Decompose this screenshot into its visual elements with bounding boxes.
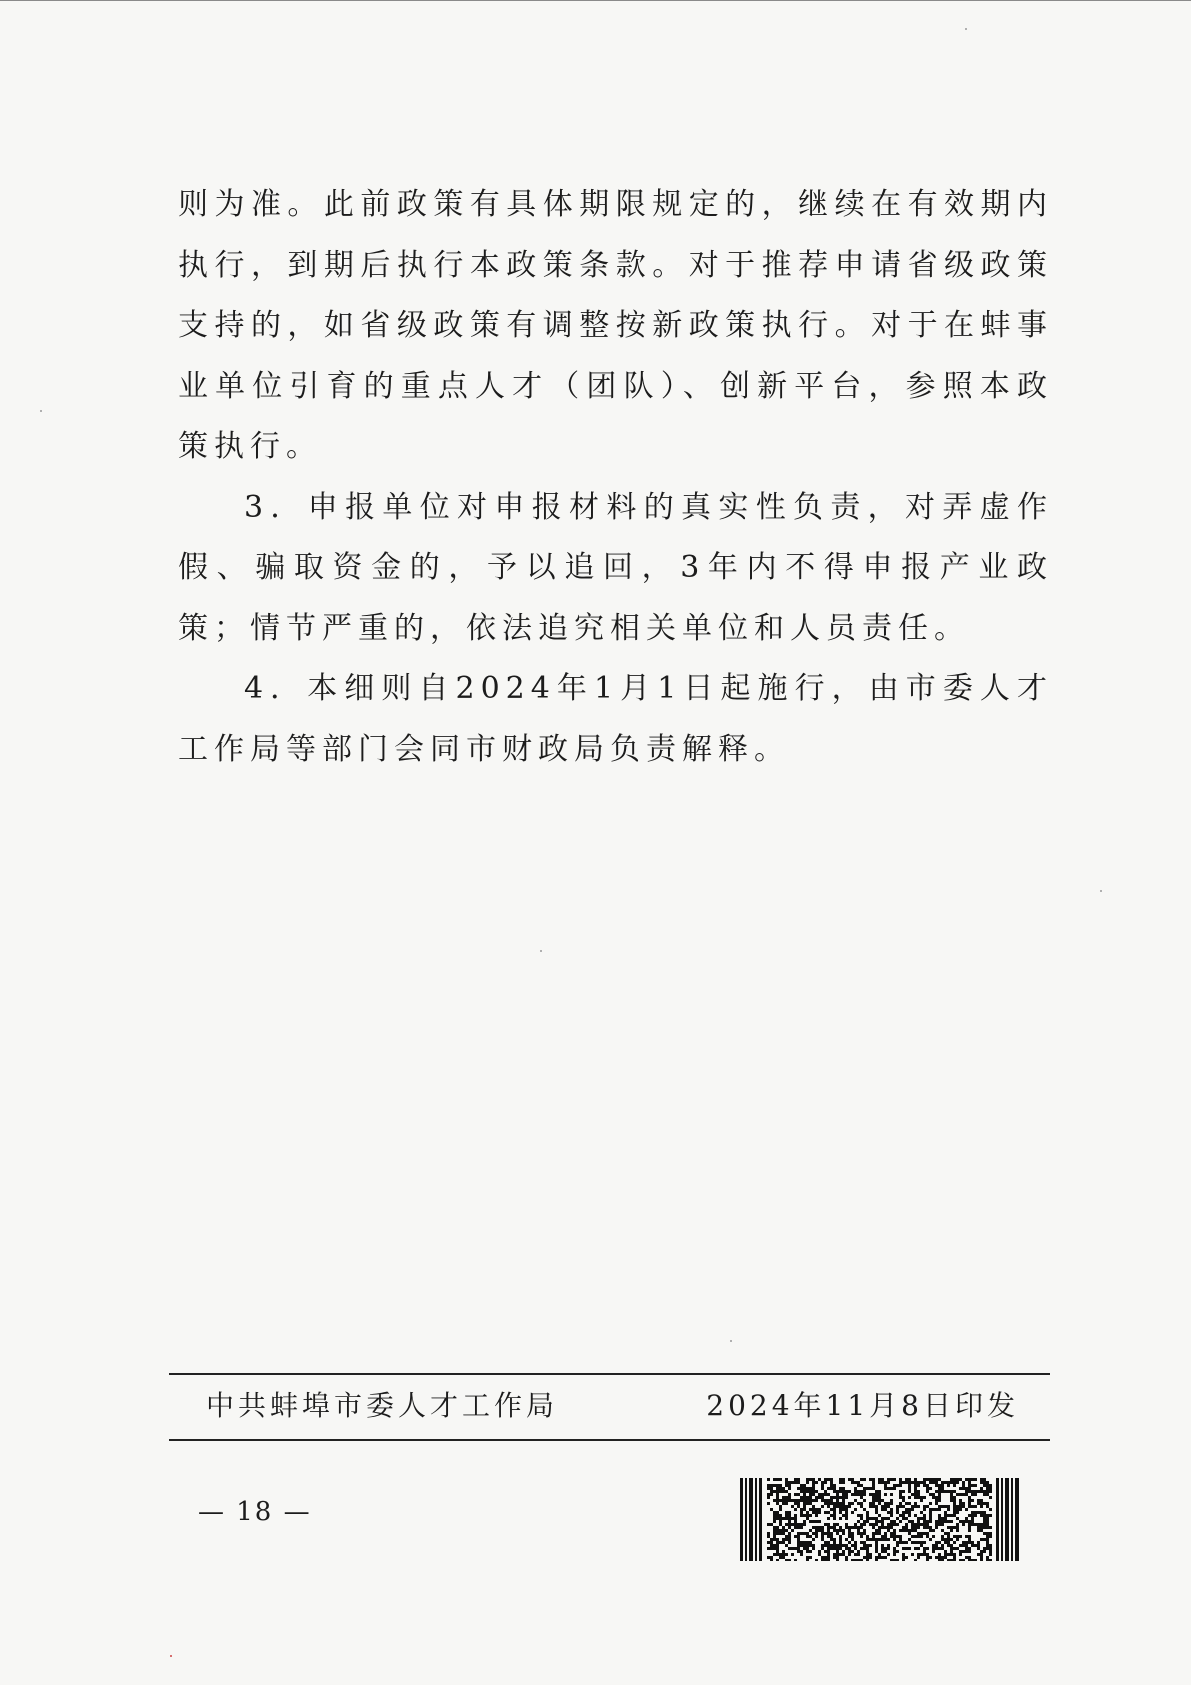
page-top-edge <box>0 0 1191 1</box>
imprint-bottom-rule <box>169 1439 1050 1441</box>
imprint-date: 2024年11月8日印发 <box>706 1389 1019 1422</box>
scan-speck <box>170 1655 172 1657</box>
scan-speck <box>40 410 42 412</box>
scan-speck <box>1100 890 1102 892</box>
imprint-issuer: 中共蚌埠市委人才工作局 <box>206 1389 559 1422</box>
scan-speck <box>730 1340 732 1342</box>
scan-speck <box>965 28 967 30</box>
paragraph-continuation: 则为准。此前政策有具体期限规定的，继续在有效期内执行，到期后执行本政策条款。对于推荐申请省级政策支持的，如省级政策有调整按新政策执行。对于在蚌事业单位引育的重点人才（团队）、创新平台，参照本政策执行。 <box>178 187 1053 464</box>
imprint-top-rule <box>169 1373 1050 1375</box>
barcode-icon <box>740 1478 1022 1561</box>
paragraph-item-4: 4．本细则自2024年1月1日起施行，由市委人才工作局等部门会同市财政局负责解释。 <box>178 671 1053 767</box>
document-body <box>178 175 1053 780</box>
paragraph-item-3: 3．申报单位对申报材料的真实性负责，对弄虚作假、骗取资金的，予以追回，3年内不得申报产业政策；情节严重的，依法追究相关单位和人员责任。 <box>178 489 1053 646</box>
page-number: — 18 — <box>198 1497 312 1527</box>
scan-speck <box>540 950 542 952</box>
